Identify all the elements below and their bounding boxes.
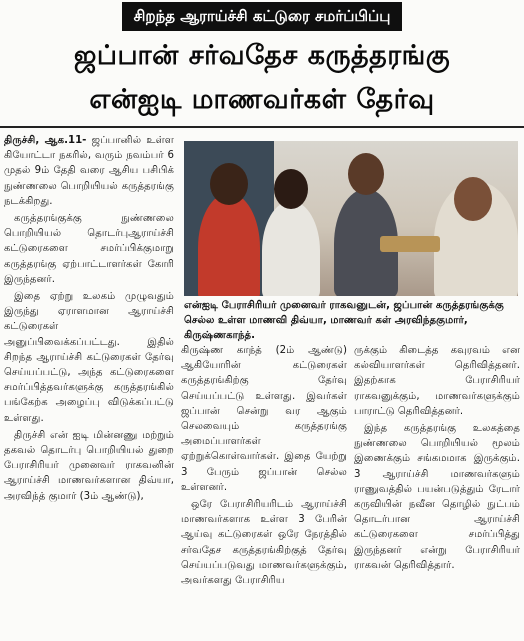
article-column-1 (4, 133, 174, 506)
paragraph: திருச்சி என் ஐடி மின்னணு மற்றும் தகவல் தொடர்பு பொறியியல் துறை பேராசிரியர் முனைவர் ராகவனின் ஆராய்ச்சி மாணவர்களான திவ்யா, அரவிந்த் குமார் (3ம் ஆண்டு), (4, 429, 174, 502)
paragraph: இதை ஏற்று உலகம் முழுவதும் இருந்து ஏராளமான ஆராய்ச்சி கட்டுரைகள் அனுப்பிவைக்கப்பட்டது. இதில் சிறந்த ஆராய்ச்சி கட்டுரைகள் தேர்வு செய்யப்பட்டு, அந்த கட்டுரைகளை சமர்ப்பித்தவர்களுக்கு கருத்தரங்கில் பங்கேற்க அழைப்பு விடுக்கப்பட்டு உள்ளது. (4, 291, 174, 424)
person-2 (262, 201, 320, 296)
paragraph: கிருஷ்ண காந்த் (2ம் ஆண்டு) ஆகியோரின் கட்டுரைகள் கருத்தரங்கிற்கு தேர்வு செய்யப்பட்டு உள்ளது. இவர்கள் ஜப்பான் சென்று வர ஆகும் செலவையும் கருத்தரங்கு அமைப்பாளர்கள் ஏற்றுக்கொள்வார்கள். இதை யேற்று 3 பேரும் ஜப்பான் செல்ல உள்ளனர். (181, 345, 347, 493)
device-prop (380, 236, 440, 252)
person-4-head (454, 177, 492, 221)
article-column-2 (181, 343, 347, 590)
kicker: சிறந்த ஆராய்ச்சி கட்டுரை சமர்ப்பிப்பு (122, 2, 403, 31)
paragraph: ருக்கும் கிடைத்த கவுரவம் என கல்வியாளர்கள் தெரிவித்தனர். இதற்காக பேராசிரியர் ராகவனுக்கும், மாணவர்களுக்கும் பாராட்டு தெரிவித்தனர். (354, 345, 520, 417)
headline-line-1: ஜப்பான் சர்வதேச கருத்தரங்கு (73, 40, 451, 71)
person-1 (198, 193, 260, 296)
kicker-bar (0, 2, 524, 31)
paragraph: திருச்சி, ஆக.11- ஜப்பானில் உள்ள கியோட்டா நகரில், வரும் நவம்பர் 6 முதல் 9ம் தேதி வரை ஆசிய பசிபிக் நுண்ணலை பொறியியல் கருத்தரங்கு நடக்கிறது. (4, 135, 174, 207)
person-3-head (348, 153, 384, 195)
person-2-head (274, 169, 308, 209)
headline-line-2: என்ஐடி மாணவர்கள் தேர்வு (89, 84, 435, 115)
headline-rule (0, 126, 524, 128)
paragraph: இந்த கருத்தரங்கு உலகத்தை நுண்ணலை பொறியியல் மூலம் இணைக்கும் சங்கமமாக இருக்கும். 3 ஆராய்ச்சி மாணவர்களும் ராணுவத்தில் பயன்படுத்தும் ரேடார் கருவியின் நவீன தொழில் நுட்பம் தொடர்பான ஆராய்ச்சி கட்டுரைகளை சமர்ப்பித்து இருந்தனர் என்று பேராசிரியர் ராகவன் தெரிவித்தார். (354, 423, 520, 571)
dateline: திருச்சி, ஆக.11- (4, 135, 87, 146)
news-photo (184, 141, 518, 296)
article-column-3 (354, 343, 520, 575)
person-1-head (210, 163, 248, 205)
headline (6, 34, 518, 122)
paragraph: ஒரே பேராசிரியரிடம் ஆராய்ச்சி மாணவர்களாக உள்ள 3 பேரின் ஆய்வு கட்டுரைகள் ஒரே நேரத்தில் சர்வதேச கருத்தரங்கிற்குத் தேர்வு செய்யப்படுவது மாணவர்களுக்கும், அவர்களது பேராசிரிய (181, 499, 347, 587)
photo-caption: என்ஐடி பேராசிரியர் முனைவர் ராகவனுடன், ஜப்பான் கருத்தரங்குக்கு செல்ல உள்ள மாணவி திவ்யா, மாணவர் கள் அரவிந்தகுமார், கிருஷ்ணகாந்த். (184, 300, 504, 341)
paragraph: கருத்தரங்குக்கு நுண்ணலை பொறியியல் தொடர்புஆராய்ச்சி கட்டுரைகளை சமர்ப்பிக்குமாறு கருத்தரங்கு ஏற்பாட்டாளர்கள் கோரி இருந்தனர். (4, 213, 174, 285)
